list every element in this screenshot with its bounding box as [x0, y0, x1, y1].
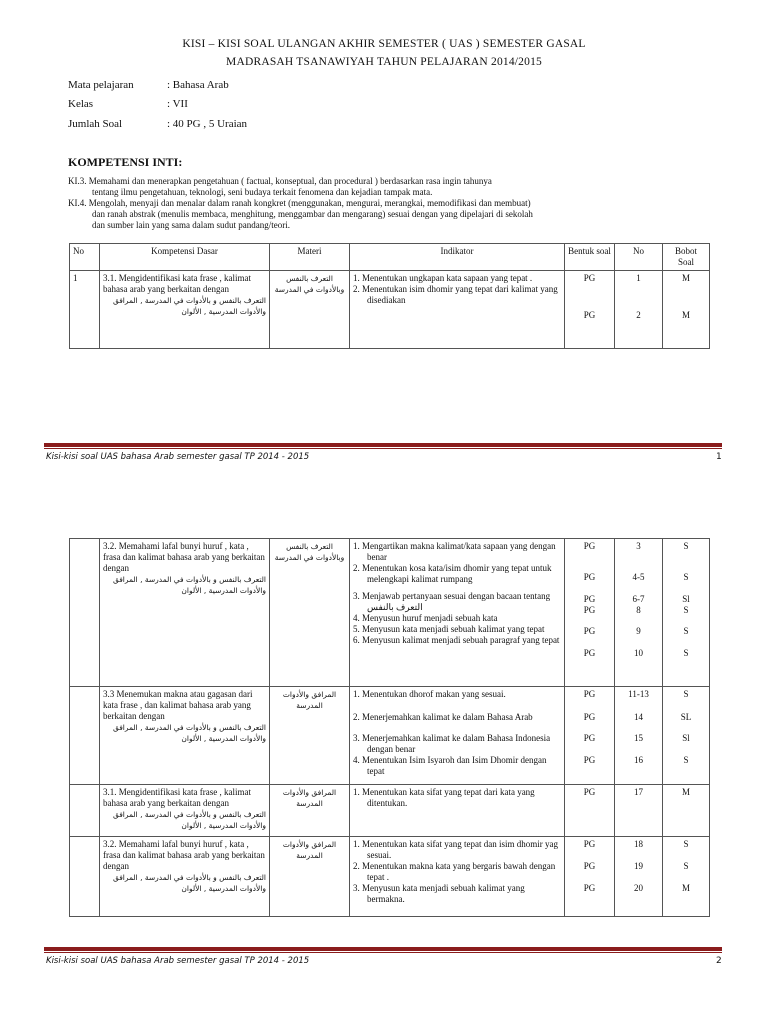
no-soal-value: 6-7 [632, 594, 645, 604]
kd-arabic-text: التعرف بالنفس و بالأدوات في المدرسة , المرافق والأدوات المدرسية , الألوان [112, 296, 266, 316]
footer-rule-thin [44, 952, 722, 953]
bobot-value: S [683, 755, 689, 765]
bentuk-value: PG [583, 273, 596, 283]
materi-cell: المرافق والأدوات المدرسة [270, 687, 350, 785]
row-number [70, 687, 100, 785]
bobot-soal-cell [663, 837, 710, 917]
bentuk-soal-cell [565, 271, 615, 349]
question-count-value: : 40 PG , 5 Uraian [167, 118, 248, 130]
indikator-cell [350, 539, 565, 687]
no-soal-value: 11-13 [628, 689, 649, 699]
bobot-soal-cell: M [663, 785, 710, 837]
document-title-line-2: MADRASAH TSANAWIYAH TAHUN PELAJARAN 2014/2015 [226, 56, 542, 68]
footer-rule-thin [44, 448, 722, 449]
materi-cell: المرافق والأدوات المدرسة [270, 785, 350, 837]
indikator-item: 1. Menentukan ungkapan kata sapaan yang tepat . [353, 273, 533, 283]
class-label: Kelas [68, 98, 94, 110]
indikator-item: 2. Menentukan makna kata yang bergaris bawah dengan tepat . [353, 861, 556, 882]
header-bentuk-soal: Bentuk soal [565, 244, 615, 271]
table-row [70, 271, 710, 349]
page-1 [0, 0, 768, 470]
materi-cell: التعرف بالنفس وبالأدوات في المدرسة [270, 271, 350, 349]
kd-text: 3.2. Memahami lafal bunyi huruf , kata , frasa dan kalimat bahasa arab yang berkaitan dengan [103, 541, 265, 573]
indikator-item: 6. Menyusun kalimat menjadi sebuah paragraf yang tepat [353, 635, 560, 645]
kompetensi-dasar-cell [100, 271, 270, 349]
indikator-item: 3. Menyusun kata menjadi sebuah kalimat yang bermakna. [353, 883, 525, 904]
materi-cell: المرافق والأدوات المدرسة [270, 837, 350, 917]
table-row [70, 837, 710, 917]
no-soal-value: 2 [636, 310, 641, 320]
indikator-item: 3. Menerjemahkan kalimat ke dalam Bahasa Indonesia dengan benar [353, 733, 551, 754]
kompetensi-dasar-cell [100, 539, 270, 687]
footer-text: Kisi-kisi soal UAS bahasa Arab semester gasal TP 2014 - 2015 [46, 452, 310, 462]
indikator-item: 2. Menentukan kosa kata/isim dhomir yang tepat untuk melengkapi kalimat rumpang [353, 563, 552, 584]
bentuk-value: PG [583, 861, 596, 871]
bobot-value: S [683, 689, 689, 699]
bentuk-value: PG [583, 712, 596, 722]
row-number [70, 539, 100, 687]
indikator-item: 3. Menjawab pertanyaan sesuai dengan bacaan tentang التعرف بالنفس [353, 591, 551, 612]
materi-cell: التعرف بالنفس وبالأدوات في المدرسة [270, 539, 350, 687]
no-soal-value: 19 [634, 861, 643, 871]
no-soal-value: 14 [634, 712, 643, 722]
header-no: No [70, 244, 100, 271]
row-number: 1 [70, 271, 100, 349]
bentuk-value: PG [583, 594, 596, 604]
bentuk-soal-cell [565, 539, 615, 687]
bobot-value: S [683, 648, 689, 658]
bentuk-value: PG [583, 605, 596, 615]
kompetensi-dasar-cell [100, 785, 270, 837]
no-soal-value: 10 [634, 648, 643, 658]
no-soal-value: 16 [634, 755, 643, 765]
page-number: 1 [716, 452, 722, 462]
indikator-item: 4. Menentukan Isim Isyaroh dan Isim Dhomir dengan tepat [353, 755, 547, 776]
bentuk-value: PG [583, 626, 596, 636]
no-soal-cell [615, 837, 663, 917]
indikator-cell [350, 271, 565, 349]
footer-text: Kisi-kisi soal UAS bahasa Arab semester gasal TP 2014 - 2015 [46, 956, 310, 966]
bobot-value: Sl [682, 733, 690, 743]
kisi-table-page-1 [69, 243, 710, 349]
bobot-value: Sl [682, 594, 690, 604]
no-soal-cell [615, 539, 663, 687]
no-soal-cell: 17 [615, 785, 663, 837]
kd-text: 3.3 Menemukan makna atau gagasan dari kata frase , dan kalimat bahasa arab yang berkaitan dengan [103, 689, 253, 721]
table-row [70, 687, 710, 785]
ki4-line-2: dan ranah abstrak (menulis membaca, menghitung, menggambar dan mengarang) sesuai dengan yang dipelajari di sekolah [92, 209, 533, 219]
question-count-label: Jumlah Soal [68, 118, 123, 130]
no-soal-cell [615, 271, 663, 349]
bentuk-value: PG [583, 648, 596, 658]
footer-rule [44, 947, 722, 951]
bentuk-value: PG [583, 883, 596, 893]
kompetensi-inti-heading: KOMPETENSI INTI: [68, 155, 183, 169]
indikator-item: 2. Menerjemahkan kalimat ke dalam Bahasa Arab [353, 712, 533, 722]
bobot-value: SL [680, 712, 692, 722]
ki4-line-3: dan sumber lain yang sama dalam sudut pandang/teori. [92, 220, 290, 230]
bobot-value: S [683, 541, 689, 551]
kd-arabic-text: التعرف بالنفس و بالأدوات في المدرسة , المرافق والأدوات المدرسية , الألوان [112, 575, 266, 595]
no-soal-value: 8 [636, 605, 641, 615]
subject-label: Mata pelajaran [68, 79, 134, 91]
bobot-value: M [681, 273, 690, 283]
bentuk-value: PG [583, 541, 596, 551]
kd-text: 3.2. Memahami lafal bunyi huruf , kata , frasa dan kalimat bahasa arab yang berkaitan dengan [103, 839, 265, 871]
no-soal-value: 3 [636, 541, 641, 551]
ki3-line-2: tentang ilmu pengetahuan, teknologi, seni budaya terkait fenomena dan kejadian tampak mata. [92, 187, 433, 197]
bobot-value: M [681, 310, 690, 320]
header-bobot-soal: Bobot Soal [663, 244, 710, 271]
kd-arabic-text: التعرف بالنفس و بالأدوات في المدرسة , المرافق والأدوات المدرسية , الألوان [112, 873, 266, 893]
table-header-row [70, 244, 710, 271]
bentuk-soal-cell [565, 687, 615, 785]
row-number [70, 837, 100, 917]
kd-text: 3.1. Mengidentifikasi kata frase , kalimat bahasa arab yang berkaitan dengan [103, 273, 251, 294]
indikator-item: 4. Menyusun huruf menjadi sebuah kata [353, 613, 498, 623]
indikator-cell [350, 837, 565, 917]
footer-rule [44, 443, 722, 447]
bentuk-soal-cell: PG [565, 785, 615, 837]
header-indikator: Indikator [350, 244, 565, 271]
indikator-cell [350, 687, 565, 785]
header-materi: Materi [270, 244, 350, 271]
bobot-value: S [683, 605, 689, 615]
indikator-cell [350, 785, 565, 837]
subject-value: : Bahasa Arab [167, 79, 229, 91]
kd-arabic-text: التعرف بالنفس و بالأدوات في المدرسة , المرافق والأدوات المدرسية , الألوان [112, 810, 266, 830]
table-row [70, 785, 710, 837]
table-row [70, 539, 710, 687]
indikator-item: 1. Menentukan kata sifat yang tepat dan isim dhomir yag sesuai. [353, 839, 558, 860]
bobot-soal-cell [663, 271, 710, 349]
bentuk-value: PG [583, 689, 596, 699]
bobot-value: S [683, 839, 689, 849]
indikator-item: 1. Menentukan kata sifat yang tepat dari kata yang ditentukan. [353, 787, 535, 808]
kd-arabic-text: التعرف بالنفس و بالأدوات في المدرسة , المرافق والأدوات المدرسية , الألوان [112, 723, 266, 743]
bobot-value: S [683, 626, 689, 636]
kompetensi-dasar-cell [100, 687, 270, 785]
no-soal-value: 4-5 [632, 572, 645, 582]
kompetensi-dasar-cell [100, 837, 270, 917]
kisi-table-page-2 [69, 538, 710, 917]
bobot-soal-cell [663, 687, 710, 785]
indikator-item: 5. Menyusun kata menjadi sebuah kalimat yang tepat [353, 624, 545, 634]
kd-text: 3.1. Mengidentifikasi kata frase , kalimat bahasa arab yang berkaitan dengan [103, 787, 251, 808]
bentuk-value: PG [583, 839, 596, 849]
no-soal-value: 15 [634, 733, 643, 743]
bentuk-value: PG [583, 572, 596, 582]
bobot-value: M [681, 883, 690, 893]
no-soal-value: 1 [636, 273, 641, 283]
indikator-item: 2. Menentukan isim dhomir yang tepat dari kalimat yang disediakan [353, 284, 558, 305]
ki4-line-1: KI.4. Mengolah, menyaji dan menalar dalam ranah kongkret (menggunakan, mengurai, merangkai, memodifikasi dan membuat) [68, 198, 531, 208]
no-soal-value: 20 [634, 883, 643, 893]
indikator-item: 1. Mengartikan makna kalimat/kata sapaan yang dengan benar [353, 541, 556, 562]
indikator-item: 1. Menentukan dhorof makan yang sesuai. [353, 689, 506, 699]
no-soal-value: 9 [636, 626, 641, 636]
bentuk-value: PG [583, 310, 596, 320]
bentuk-value: PG [583, 755, 596, 765]
bobot-soal-cell [663, 539, 710, 687]
document-title-line-1: KISI – KISI SOAL ULANGAN AKHIR SEMESTER ( UAS ) SEMESTER GASAL [182, 38, 586, 50]
bobot-value: S [683, 861, 689, 871]
header-no-soal: No [615, 244, 663, 271]
no-soal-cell [615, 687, 663, 785]
ki3-line-1: KI.3. Memahami dan menerapkan pengetahuan ( factual, konseptual, dan procedural ) berdasarkan rasa ingin tahunya [68, 176, 492, 186]
page-number: 2 [716, 956, 722, 966]
header-kompetensi-dasar: Kompetensi Dasar [100, 244, 270, 271]
bentuk-soal-cell [565, 837, 615, 917]
bobot-value: S [683, 572, 689, 582]
bentuk-value: PG [583, 733, 596, 743]
class-value: : VII [167, 98, 188, 110]
no-soal-value: 18 [634, 839, 643, 849]
row-number [70, 785, 100, 837]
